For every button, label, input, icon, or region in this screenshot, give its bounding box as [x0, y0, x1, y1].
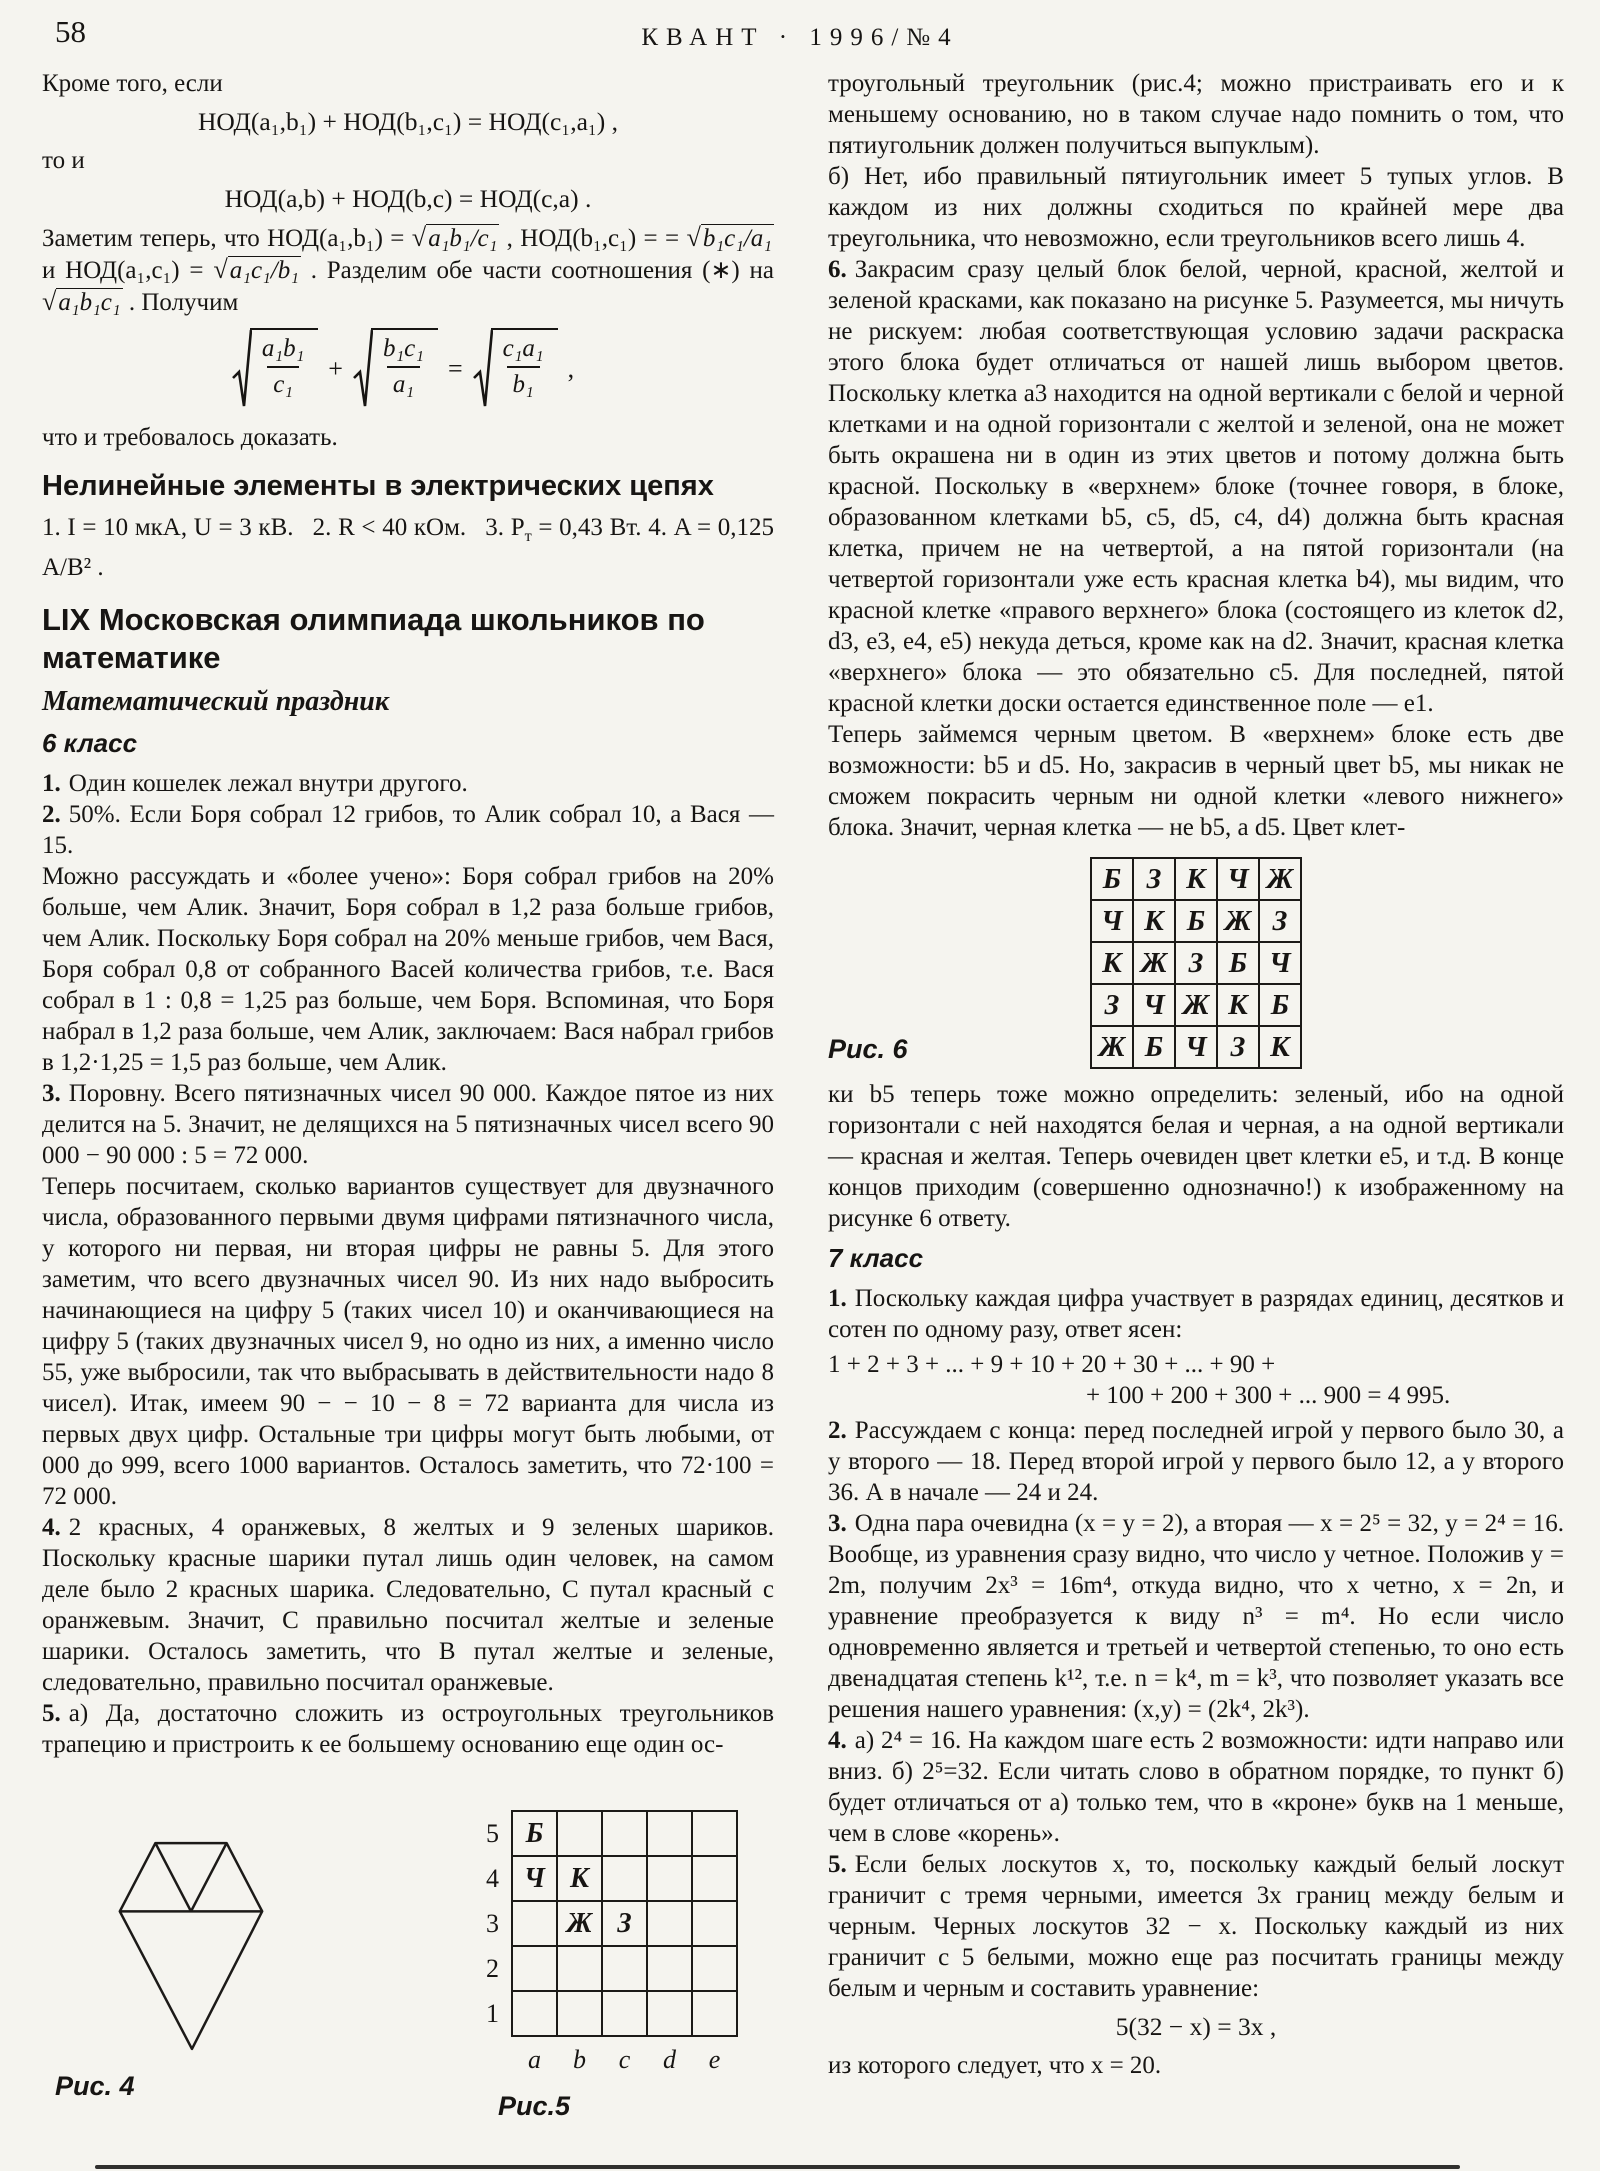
- problem-number: 2.: [42, 801, 61, 828]
- inline-sqrt: [686, 225, 774, 252]
- text-segment: и НОД(a₁,c₁) =: [42, 257, 214, 284]
- text-segment: . Разделим обе части соотношения (∗) на: [300, 257, 775, 284]
- fraction-denominator: b₁: [507, 366, 540, 399]
- formula-nod-indexed: НОД(a₁,b₁) + НОД(b₁,c₁) = НОД(c₁,a₁) ,: [197, 107, 619, 136]
- grid-cell: Ч: [1175, 1026, 1217, 1068]
- solution-text: а) 2⁴ = 16. На каждом шаге есть 2 возможности: идти направо или вниз. б) 2⁵=32. Если читать слово в обратном порядке, то пункт б) будет отличаться от а) только тем, что в «кроне» букв на 1 меньше, чем в слове «корень».: [828, 1727, 1564, 1847]
- operator: =: [447, 354, 463, 383]
- grid-cell: [557, 1946, 602, 1991]
- fig6-grid: [1090, 857, 1302, 1069]
- solution-text: а) Да, достаточно сложить из остроугольных треугольников трапецию и пристроить к ее большему основанию еще один ос-: [42, 1700, 774, 1758]
- column-label: b: [573, 2045, 586, 2074]
- journal-header-title: КВАНТ · 1996/№4: [641, 24, 959, 51]
- problem-solution: [828, 1415, 1564, 1508]
- display-equation-patches: 5(32 − x) = 3x ,: [1115, 2012, 1277, 2041]
- solution-text: Рассуждаем с конца: перед последней игрой у первого было 30, а у второго — 18. Перед второй игрой у первого было 12, а у второго 36. А в начале — 24 и 24.: [828, 1417, 1564, 1506]
- sqrt-sign: √: [42, 287, 57, 316]
- table-row: [486, 1991, 737, 2036]
- grid-cell: [692, 1811, 737, 1856]
- problem-number: 1.: [828, 1285, 847, 1312]
- fraction-numerator: c₁a₁: [502, 335, 544, 362]
- grid-cell: К: [1091, 942, 1133, 984]
- grid-cell: Ч: [1133, 984, 1175, 1026]
- grid-cell: Ч: [1259, 942, 1301, 984]
- figure-4: [55, 1837, 315, 2102]
- solution-text: Поскольку каждая цифра участвует в разрядах единиц, десятков и сотен по одному разу, ответ ясен:: [828, 1285, 1564, 1343]
- grid-cell: [602, 1991, 647, 2036]
- grid-cell: Ж: [1259, 858, 1301, 900]
- solution-text: Если белых лоскутов x, то, поскольку каждый белый лоскут граничит с тремя черными, имеется 3x границ между белым и черным. Черных лоскутов 32 − x. Поскольку каждый из них граничит с 5 белыми, можно еще раз посчитать границы между белым и черным и составить уравнение:: [828, 1851, 1564, 2002]
- answers-line: [42, 512, 774, 583]
- grid-cell: [512, 1991, 557, 2036]
- sqrt-radical: [473, 328, 558, 410]
- column-label: a: [528, 2045, 541, 2074]
- figure-4-caption: Рис. 4: [55, 2071, 135, 2101]
- problem-solution: [42, 1698, 774, 1760]
- table-row: [1091, 858, 1301, 900]
- table-row: [486, 2036, 737, 2075]
- grid-cell: К: [1133, 900, 1175, 942]
- fraction-denominator: a₁: [387, 366, 420, 399]
- grid-cell: Ч: [512, 1856, 557, 1901]
- problem-solution: [828, 1283, 1564, 1345]
- sum-equation: [828, 1349, 1564, 1411]
- grid-cell: Б: [1217, 942, 1259, 984]
- solution-text: Одна пара очевидна (x = y = 2), а вторая — x = 2⁵ = 32, y = 2⁴ = 16. Вообще, из уравнения сразу видно, что число y четное. Положив y = 2m, получим 2x³ = 16m⁴, откуда видно, что x четно, x = 2n, и уравнение преобразуется к виду n³ = m⁴. Но если число одновременно является и третьей и четвертой степенью, то оно есть двенадцатая степень k¹², т.е. n = k⁴, m = k³, что позволяет указать все решения нашего уравнения: (x,y) = (2k⁴, 2k³).: [828, 1510, 1564, 1723]
- column-label: d: [663, 2045, 676, 2074]
- problem-solution: [42, 1512, 774, 1698]
- left-column: [42, 68, 774, 1760]
- table-row: [486, 1811, 737, 1856]
- radicand: b₁c₁/a₁: [702, 225, 772, 252]
- grid-cell: [557, 1811, 602, 1856]
- row-label: 2: [486, 1953, 499, 1983]
- radicand: a₁b₁c₁: [58, 289, 121, 316]
- table-row: [486, 1901, 737, 1946]
- row-label: 3: [486, 1908, 499, 1938]
- sqrt-sign-icon: [473, 328, 493, 410]
- operator: +: [328, 354, 343, 383]
- grid-cell: [647, 1991, 692, 2036]
- grid-cell: Б: [1259, 984, 1301, 1026]
- solution-text: б) Нет, ибо правильный пятиугольник имеет 5 тупых углов. В каждом из них должны сходиться по крайней мере два треугольника, что невозможно, если треугольников всего лишь 4.: [828, 163, 1564, 252]
- grid-cell: З: [1133, 858, 1175, 900]
- sqrt-radical: [353, 328, 438, 410]
- sum-equation-line1: 1 + 2 + 3 + ... + 9 + 10 + 20 + 30 + ... + 90 +: [828, 1351, 1276, 1378]
- problem-solution: [42, 861, 774, 1078]
- grid-cell: [692, 1901, 737, 1946]
- grid-cell: Ж: [1175, 984, 1217, 1026]
- grid-cell: К: [1217, 984, 1259, 1026]
- grid-cell: Б: [1133, 1026, 1175, 1068]
- grid-cell: З: [1091, 984, 1133, 1026]
- grid-cell: З: [1175, 942, 1217, 984]
- grid-cell: [557, 1991, 602, 2036]
- table-row: [486, 1856, 737, 1901]
- grid-cell: [692, 1856, 737, 1901]
- grid-cell: [692, 1991, 737, 2036]
- grid-cell: [647, 1946, 692, 1991]
- inline-sqrt: [412, 225, 500, 252]
- fraction-numerator: a₁b₁: [261, 335, 305, 362]
- sqrt-sign: √: [213, 255, 228, 284]
- grid-cell: Ч: [1091, 900, 1133, 942]
- grid-cell: [647, 1856, 692, 1901]
- problem-solution: [828, 719, 1564, 843]
- problem-solution: [42, 1171, 774, 1512]
- solution-text: Один кошелек лежал внутри другого.: [68, 770, 468, 797]
- inline-sqrt: [42, 289, 123, 316]
- grade-6-heading: 6 класс: [42, 728, 138, 758]
- problem-solution: [42, 768, 774, 799]
- problem-number: 2.: [828, 1417, 847, 1444]
- pentagon-triangles-diagram: [115, 1837, 267, 2055]
- problem-number: 3.: [828, 1510, 847, 1537]
- problem-solution: [828, 1849, 1564, 2004]
- grid-cell: З: [1259, 900, 1301, 942]
- solution-text: 2 красных, 4 оранжевых, 8 желтых и 9 зеленых шариков. Поскольку красные шарики путал лишь один человек, на самом деле было 2 красных шарика. Следовательно, C путал красный с оранжевым. Значит, C правильно посчитал желтые и зеленые шарики. Осталось заметить, что B путал желтые и зеленые, следовательно, правильно посчитал оранжевые.: [42, 1514, 774, 1696]
- problem-solution: [42, 799, 774, 861]
- grid-cell: [692, 1946, 737, 1991]
- formula-nod: НОД(a,b) + НОД(b,c) = НОД(c,a) .: [224, 184, 592, 213]
- figure-6: [828, 857, 1564, 1069]
- qed-line: что и требовалось доказать.: [42, 424, 338, 451]
- radicand: a₁c₁/b₁: [229, 257, 299, 284]
- row-label: 4: [486, 1863, 499, 1893]
- problem-number: 3.: [42, 1080, 61, 1107]
- inline-sqrt: [213, 257, 301, 284]
- grid-cell: Ж: [1133, 942, 1175, 984]
- grid-cell: Б: [1175, 900, 1217, 942]
- scan-edge-artifact: [95, 2165, 1460, 2169]
- fig5-grid: [486, 1810, 738, 2075]
- problem-number: 6.: [828, 256, 847, 283]
- problem-solution: [42, 1078, 774, 1171]
- grid-cell: Б: [1091, 858, 1133, 900]
- sqrt-radical: [232, 328, 318, 410]
- solution-text: троугольный треугольник (рис.4; можно пристраивать его и к меньшему основанию, но в таком случае надо помнить о том, что пятиугольник должен получиться выпуклым).: [828, 70, 1564, 159]
- table-row: [486, 1946, 737, 1991]
- grid-cell: Ж: [1217, 900, 1259, 942]
- subsection-math-festival: Математический праздник: [42, 686, 390, 717]
- sqrt-sign: √: [686, 223, 701, 252]
- text-segment: Заметим теперь, что НОД(a₁,b₁) =: [42, 225, 412, 252]
- solution-text: 50%. Если Боря собрал 12 грибов, то Алик собрал 10, а Вася — 15.: [42, 801, 774, 859]
- display-equation-radicals: [42, 328, 774, 410]
- problem-solution: [828, 1725, 1564, 1849]
- figure-6-caption: Рис. 6: [828, 1034, 908, 1064]
- grid-cell: [602, 1811, 647, 1856]
- grid-cell: З: [602, 1901, 647, 1946]
- solution-continuation: ки b5 теперь тоже можно определить: зеленый, ибо на одной горизонтали с ней находятся белая и черная, а на одной вертикали — красная и желтая. Теперь очевиден цвет клетки e5, и т.д. В конце концов приходим (совершенно однозначно!) к изображенному на рисунке 6 ответу.: [828, 1081, 1564, 1232]
- grid-cell: Б: [512, 1811, 557, 1856]
- figure-5-caption: Рис.5: [498, 2091, 571, 2121]
- problem-solution: [828, 68, 1564, 161]
- problem-number: 5.: [42, 1700, 61, 1727]
- right-column: [828, 68, 1564, 2081]
- grade-7-heading: 7 класс: [828, 1243, 924, 1273]
- problem-solution: [828, 254, 1564, 719]
- grid-cell: [602, 1856, 647, 1901]
- radicand: a₁b₁/c₁: [428, 225, 498, 252]
- text-segment: = 0,43 Вт. 4. A = 0,125 А/В² .: [42, 514, 774, 581]
- derivation-paragraph: [42, 222, 774, 318]
- sum-equation-line2: + 100 + 200 + 300 + ... 900 = 4 995.: [1086, 1382, 1451, 1409]
- row-label: 5: [486, 1818, 499, 1848]
- table-row: [1091, 1026, 1301, 1068]
- problem-number: 1.: [42, 770, 61, 797]
- text-segment: 1. I = 10 мкА, U = 3 кВ. 2. R < 40 кОм. 3. P: [42, 514, 525, 541]
- fraction-denominator: c₁: [267, 366, 299, 399]
- solution-text: Теперь посчитаем, сколько вариантов существует для двузначного числа, образованного первыми двумя цифрами пятизначного числа, у которого ни первая, ни вторая цифры не равны 5. Для этого заметим, что всего двузначных чисел 90. Из них надо выбросить начинающиеся на цифру 5 (таких чисел 10) и оканчивающиеся на цифру 5 (таких двузначных чисел 9, но одно из них, а именно число 55, уже выбросили, так что выбрасывать в действительности надо 8 чисел). Итак, имеем 90 − − 10 − 8 = 72 варианта для числа из первых двух цифр. Остальные три цифры могут быть любыми, от 000 до 999, всего 1000 вариантов. Осталось заметить, что 72·100 = 72 000.: [42, 1173, 774, 1510]
- grid-cell: [647, 1901, 692, 1946]
- intro-line: Кроме того, если: [42, 70, 223, 97]
- grid-cell: [512, 1901, 557, 1946]
- grid-cell: К: [1175, 858, 1217, 900]
- solution-text: Теперь займемся черным цветом. В «верхнем» блоке есть две возможности: b5 и d5. Но, закрасив в черный цвет b5, мы никак не сможем покрасить черным ни одной клетки «левого нижнего» блока. Значит, черная клетка — не b5, а d5. Цвет клет-: [828, 721, 1564, 841]
- column-label: c: [618, 2045, 631, 2074]
- solution-text: Можно рассуждать и «более учено»: Боря собрал грибов на 20% больше, чем Алик. Значит, Боря собрал в 1,2 раза больше грибов, чем Алик. Поскольку Боря собрал на 20% меньше грибов, чем Вася, Боря собрал 0,8 от собранного Васей количества грибов, т.е. Вася собрал в 1 : 0,8 = 1,25 раз больше, чем Боря. Вспоминая, что Боря набрал в 1,2 раза больше, чем Алик, заключаем: Вася набрал грибов в 1,2·1,25 = 1,5 раз больше, чем Алик.: [42, 863, 774, 1076]
- problem-number: 4.: [42, 1514, 61, 1541]
- text-segment: , НОД(b₁,c₁) = =: [499, 225, 687, 252]
- page-number: 58: [55, 14, 86, 49]
- grid-cell: Ж: [1091, 1026, 1133, 1068]
- grid-cell: [647, 1811, 692, 1856]
- grid-cell: Ч: [1217, 858, 1259, 900]
- column-label: e: [708, 2045, 721, 2074]
- grid-cell: [512, 1946, 557, 1991]
- sqrt-sign: √: [411, 223, 427, 252]
- section-title-olympiad: LIX Московская олимпиада школьников по математике: [42, 602, 705, 675]
- problem-number: 4.: [828, 1727, 847, 1754]
- sqrt-sign-icon: [232, 328, 252, 410]
- corner-cell: [486, 2036, 512, 2075]
- comma: ,: [567, 354, 575, 383]
- table-row: [1091, 942, 1301, 984]
- solution-text: Поровну. Всего пятизначных чисел 90 000. Каждое пятое из них делится на 5. Значит, не делящихся на 5 пятизначных чисел всего 90 000 − 90 000 : 5 = 72 000.: [42, 1080, 774, 1169]
- table-row: [1091, 900, 1301, 942]
- grid-cell: Ж: [557, 1901, 602, 1946]
- sqrt-sign-icon: [353, 328, 373, 410]
- solution-final-line: из которого следует, что x = 20.: [828, 2052, 1162, 2079]
- solution-text: Закрасим сразу целый блок белой, черной, красной, желтой и зеленой красками, как показано на рисунке 5. Разумеется, мы ничуть не рискуем: любая соответствующая условию задачи раскраска этого блока будет отличаться от нашей лишь выбором цветов. Поскольку клетка a3 находится на одной вертикали с белой и черной клетками и на одной горизонтали с желтой и зеленой, она не может быть окрашена ни в один из этих цветов и потому должна быть красной. Поскольку в «верхнем» блоке (точнее говоря, в блоке, образованном клетками b5, c5, d5, c4, d4) должна быть красная клетка, причем не на четвертой, а на пятой горизонтали (на четвертой горизонтали уже есть красная клетка b4), мы видим, что красной клетке «правого верхнего» блока (состоящего из клеток d2, d3, e3, e4, e5) некуда деться, кроме как на d2. Значит, красная клетка «верхнего» блока — это обязательно c5. Для последней, пятой красной клетки доски остается единственное поле — e1.: [828, 256, 1564, 717]
- grid-cell: [602, 1946, 647, 1991]
- text-segment: . Получим: [122, 289, 239, 316]
- problem-solution: [828, 1508, 1564, 1725]
- row-label: 1: [486, 1998, 499, 2028]
- section-title-nonlinear: Нелинейные элементы в электрических цепях: [42, 470, 714, 502]
- table-row: [1091, 984, 1301, 1026]
- figure-5: [486, 1810, 738, 2122]
- grid-cell: К: [557, 1856, 602, 1901]
- grid-cell: К: [1259, 1026, 1301, 1068]
- fraction-numerator: b₁c₁: [382, 335, 424, 362]
- problem-solution: [828, 161, 1564, 254]
- problem-number: 5.: [828, 1851, 847, 1878]
- grid-cell: З: [1217, 1026, 1259, 1068]
- subscript-t: т: [524, 527, 532, 545]
- intro-line: то и: [42, 147, 85, 174]
